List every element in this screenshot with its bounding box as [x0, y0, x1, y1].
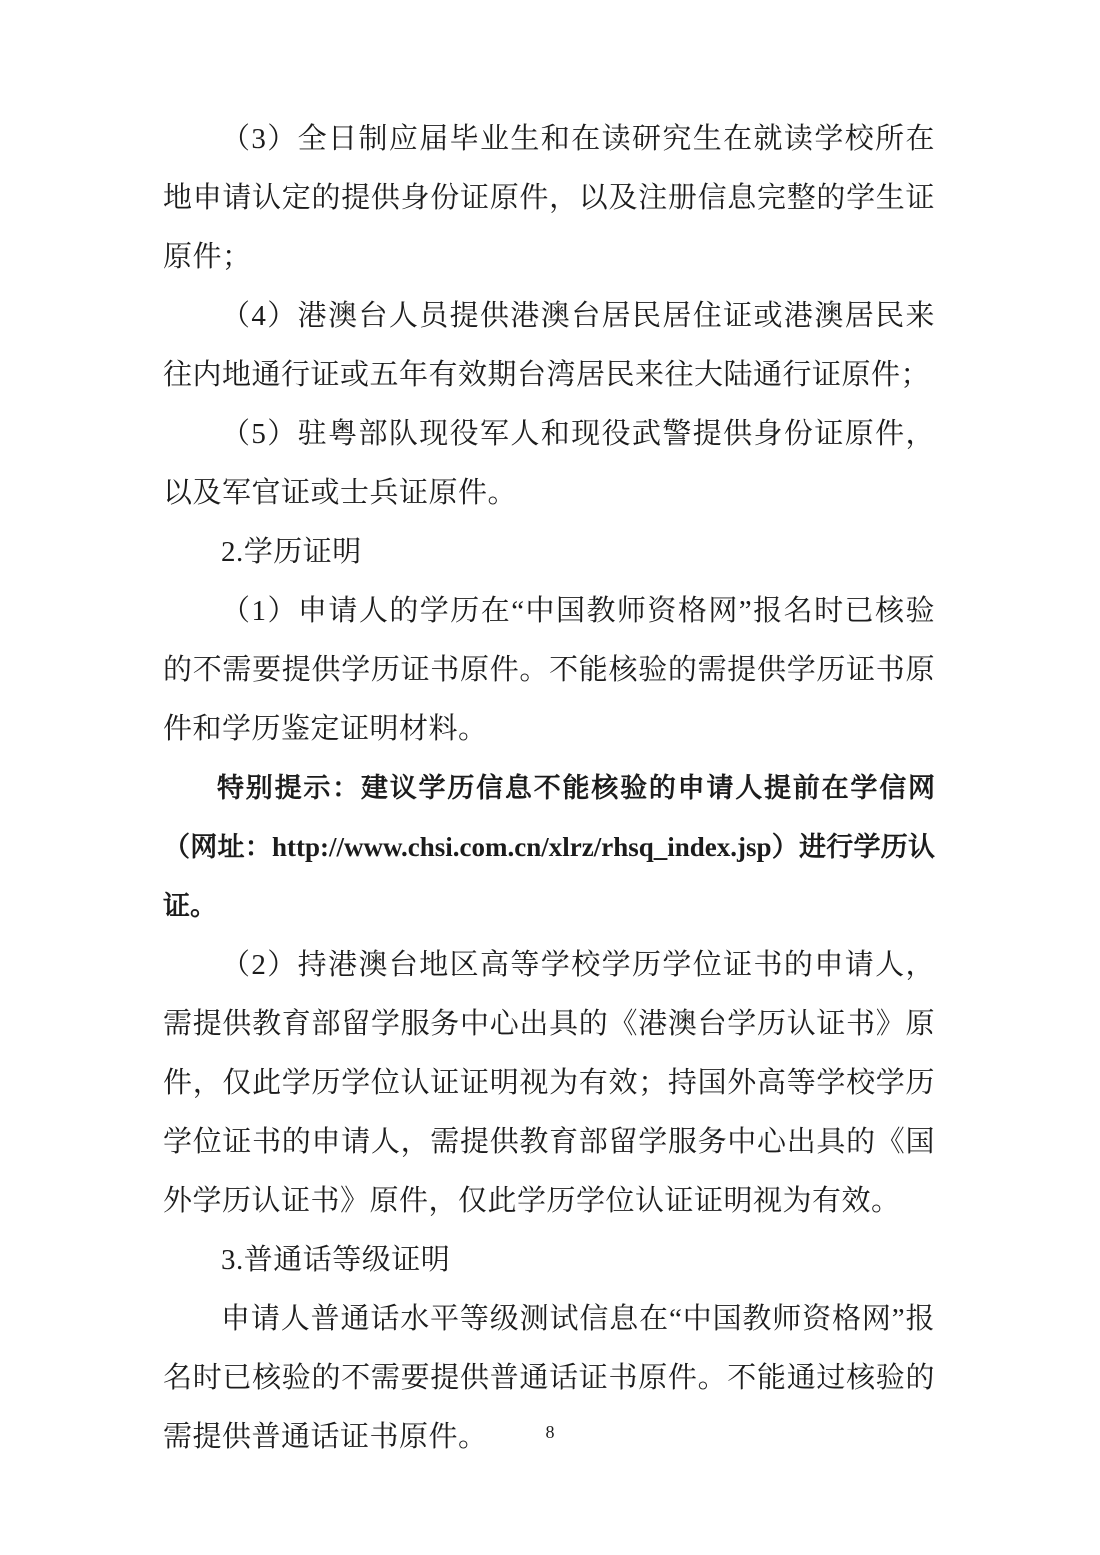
paragraph: （2）持港澳台地区高等学校学历学位证书的申请人，需提供教育部留学服务中心出具的《港澳台学历认证书》原件，仅此学历学位认证证明视为有效；持国外高等学校学历学位证书的申请人，需提供教育部留学服务中心出具的《国外学历认证书》原件，仅此学历学位认证证明视为有效。 [163, 949, 935, 1217]
paragraph: 申请人普通话水平等级测试信息在“中国教师资格网”报名时已核验的不需要提供普通话证书原件。不能通过核验的需提供普通话证书原件。 [163, 1303, 935, 1453]
paragraph: （3）全日制应届毕业生和在读研究生在就读学校所在地申请认定的提供身份证原件，以及注册信息完整的学生证原件； [163, 123, 935, 273]
document-body [163, 110, 935, 1467]
page-number: 8 [545, 1422, 555, 1442]
paragraph: （4）港澳台人员提供港澳台居民居住证或港澳居民来往内地通行证或五年有效期台湾居民来往大陆通行证原件； [163, 300, 935, 391]
paragraph: 3.普通话等级证明 [221, 1244, 451, 1276]
paragraph: （5）驻粤部队现役军人和现役武警提供身份证原件，以及军官证或士兵证原件。 [163, 418, 935, 509]
paragraph: 2.学历证明 [221, 536, 362, 568]
paragraph: （1）申请人的学历在“中国教师资格网”报名时已核验的不需要提供学历证书原件。不能核验的需提供学历证书原件和学历鉴定证明材料。 [163, 595, 935, 745]
paragraph: 特别提示：建议学历信息不能核验的申请人提前在学信网（网址：http://www.chsi.com.cn/xlrz/rhsq_index.jsp）进行学历认证。 [163, 773, 935, 921]
